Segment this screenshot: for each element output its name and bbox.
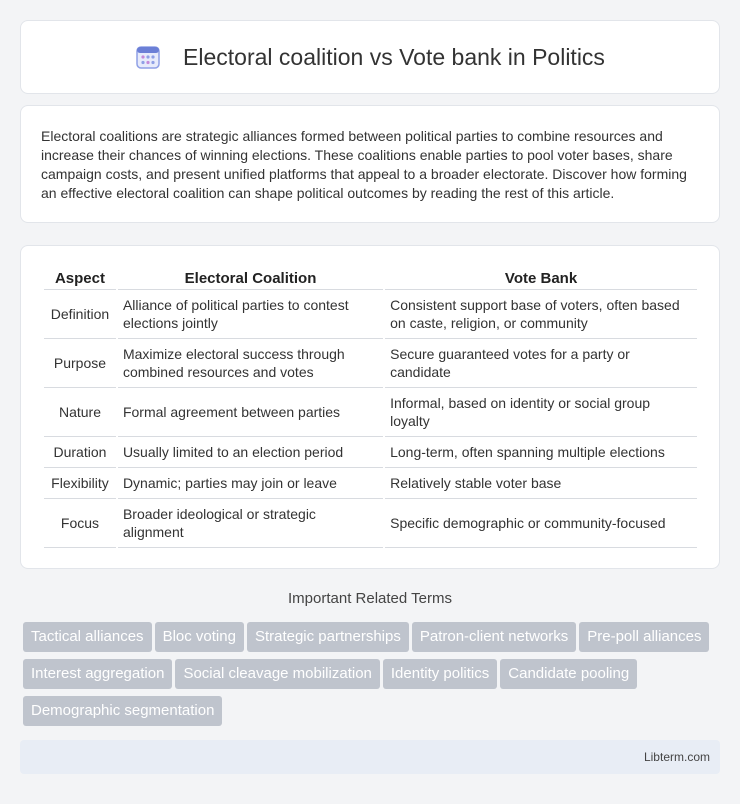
table-row [44, 437, 697, 468]
related-term-tag[interactable]: Patron-client networks [412, 622, 576, 652]
row-vote-bank-cell: Long-term, often spanning multiple elections [385, 437, 697, 468]
row-coalition-cell: Formal agreement between parties [118, 388, 383, 437]
table-header-row [44, 266, 697, 290]
calendar-grid-icon [135, 44, 161, 70]
row-aspect: Flexibility [44, 468, 116, 499]
title-card [20, 20, 720, 94]
comparison-card [20, 245, 720, 569]
intro-card [20, 105, 720, 223]
row-vote-bank-cell: Relatively stable voter base [385, 468, 697, 499]
row-coalition-cell: Maximize electoral success through combined resources and votes [118, 339, 383, 388]
row-coalition-cell: Broader ideological or strategic alignment [118, 499, 383, 548]
row-aspect: Purpose [44, 339, 116, 388]
row-vote-bank-cell: Informal, based on identity or social group loyalty [385, 388, 697, 437]
row-aspect: Nature [44, 388, 116, 437]
row-vote-bank-cell: Secure guaranteed votes for a party or candidate [385, 339, 697, 388]
table-row [44, 339, 697, 388]
row-coalition-cell: Usually limited to an election period [118, 437, 383, 468]
row-aspect: Duration [44, 437, 116, 468]
related-term-tag[interactable]: Bloc voting [155, 622, 244, 652]
footer [20, 740, 720, 774]
related-term-tag[interactable]: Candidate pooling [500, 659, 637, 689]
intro-paragraph: Electoral coalitions are strategic alliances formed between political parties to combine resources and increase their chances of winning elections. These coalitions enable parties to pool voter bases, share campaign costs, and present unified platforms that appeal to a broader electorate. Discover how forming an effective electoral coalition can shape political outcomes by reading the rest of this article. [41, 128, 687, 201]
related-term-tag[interactable]: Strategic partnerships [247, 622, 409, 652]
page-title: Electoral coalition vs Vote bank in Politics [183, 43, 605, 70]
header-aspect: Aspect [44, 266, 116, 290]
related-terms-list [23, 622, 713, 733]
row-coalition-cell: Alliance of political parties to contest elections jointly [118, 290, 383, 339]
related-terms-title: Important Related Terms [288, 590, 452, 607]
related-term-tag[interactable]: Interest aggregation [23, 659, 172, 689]
header-vote-bank: Vote Bank [385, 266, 697, 290]
table-row [44, 499, 697, 548]
table-row [44, 290, 697, 339]
related-term-tag[interactable]: Tactical alliances [23, 622, 152, 652]
row-vote-bank-cell: Consistent support base of voters, often based on caste, religion, or community [385, 290, 697, 339]
related-term-tag[interactable]: Demographic segmentation [23, 696, 222, 726]
table-row [44, 468, 697, 499]
related-term-tag[interactable]: Social cleavage mobilization [175, 659, 379, 689]
row-aspect: Definition [44, 290, 116, 339]
header-electoral-coalition: Electoral Coalition [118, 266, 383, 290]
related-term-tag[interactable]: Identity politics [383, 659, 497, 689]
table-row [44, 388, 697, 437]
footer-site-link[interactable]: Libterm.com [643, 750, 710, 764]
row-aspect: Focus [44, 499, 116, 548]
row-vote-bank-cell: Specific demographic or community-focused [385, 499, 697, 548]
related-term-tag[interactable]: Pre-poll alliances [579, 622, 709, 652]
comparison-table [42, 266, 699, 548]
row-coalition-cell: Dynamic; parties may join or leave [118, 468, 383, 499]
